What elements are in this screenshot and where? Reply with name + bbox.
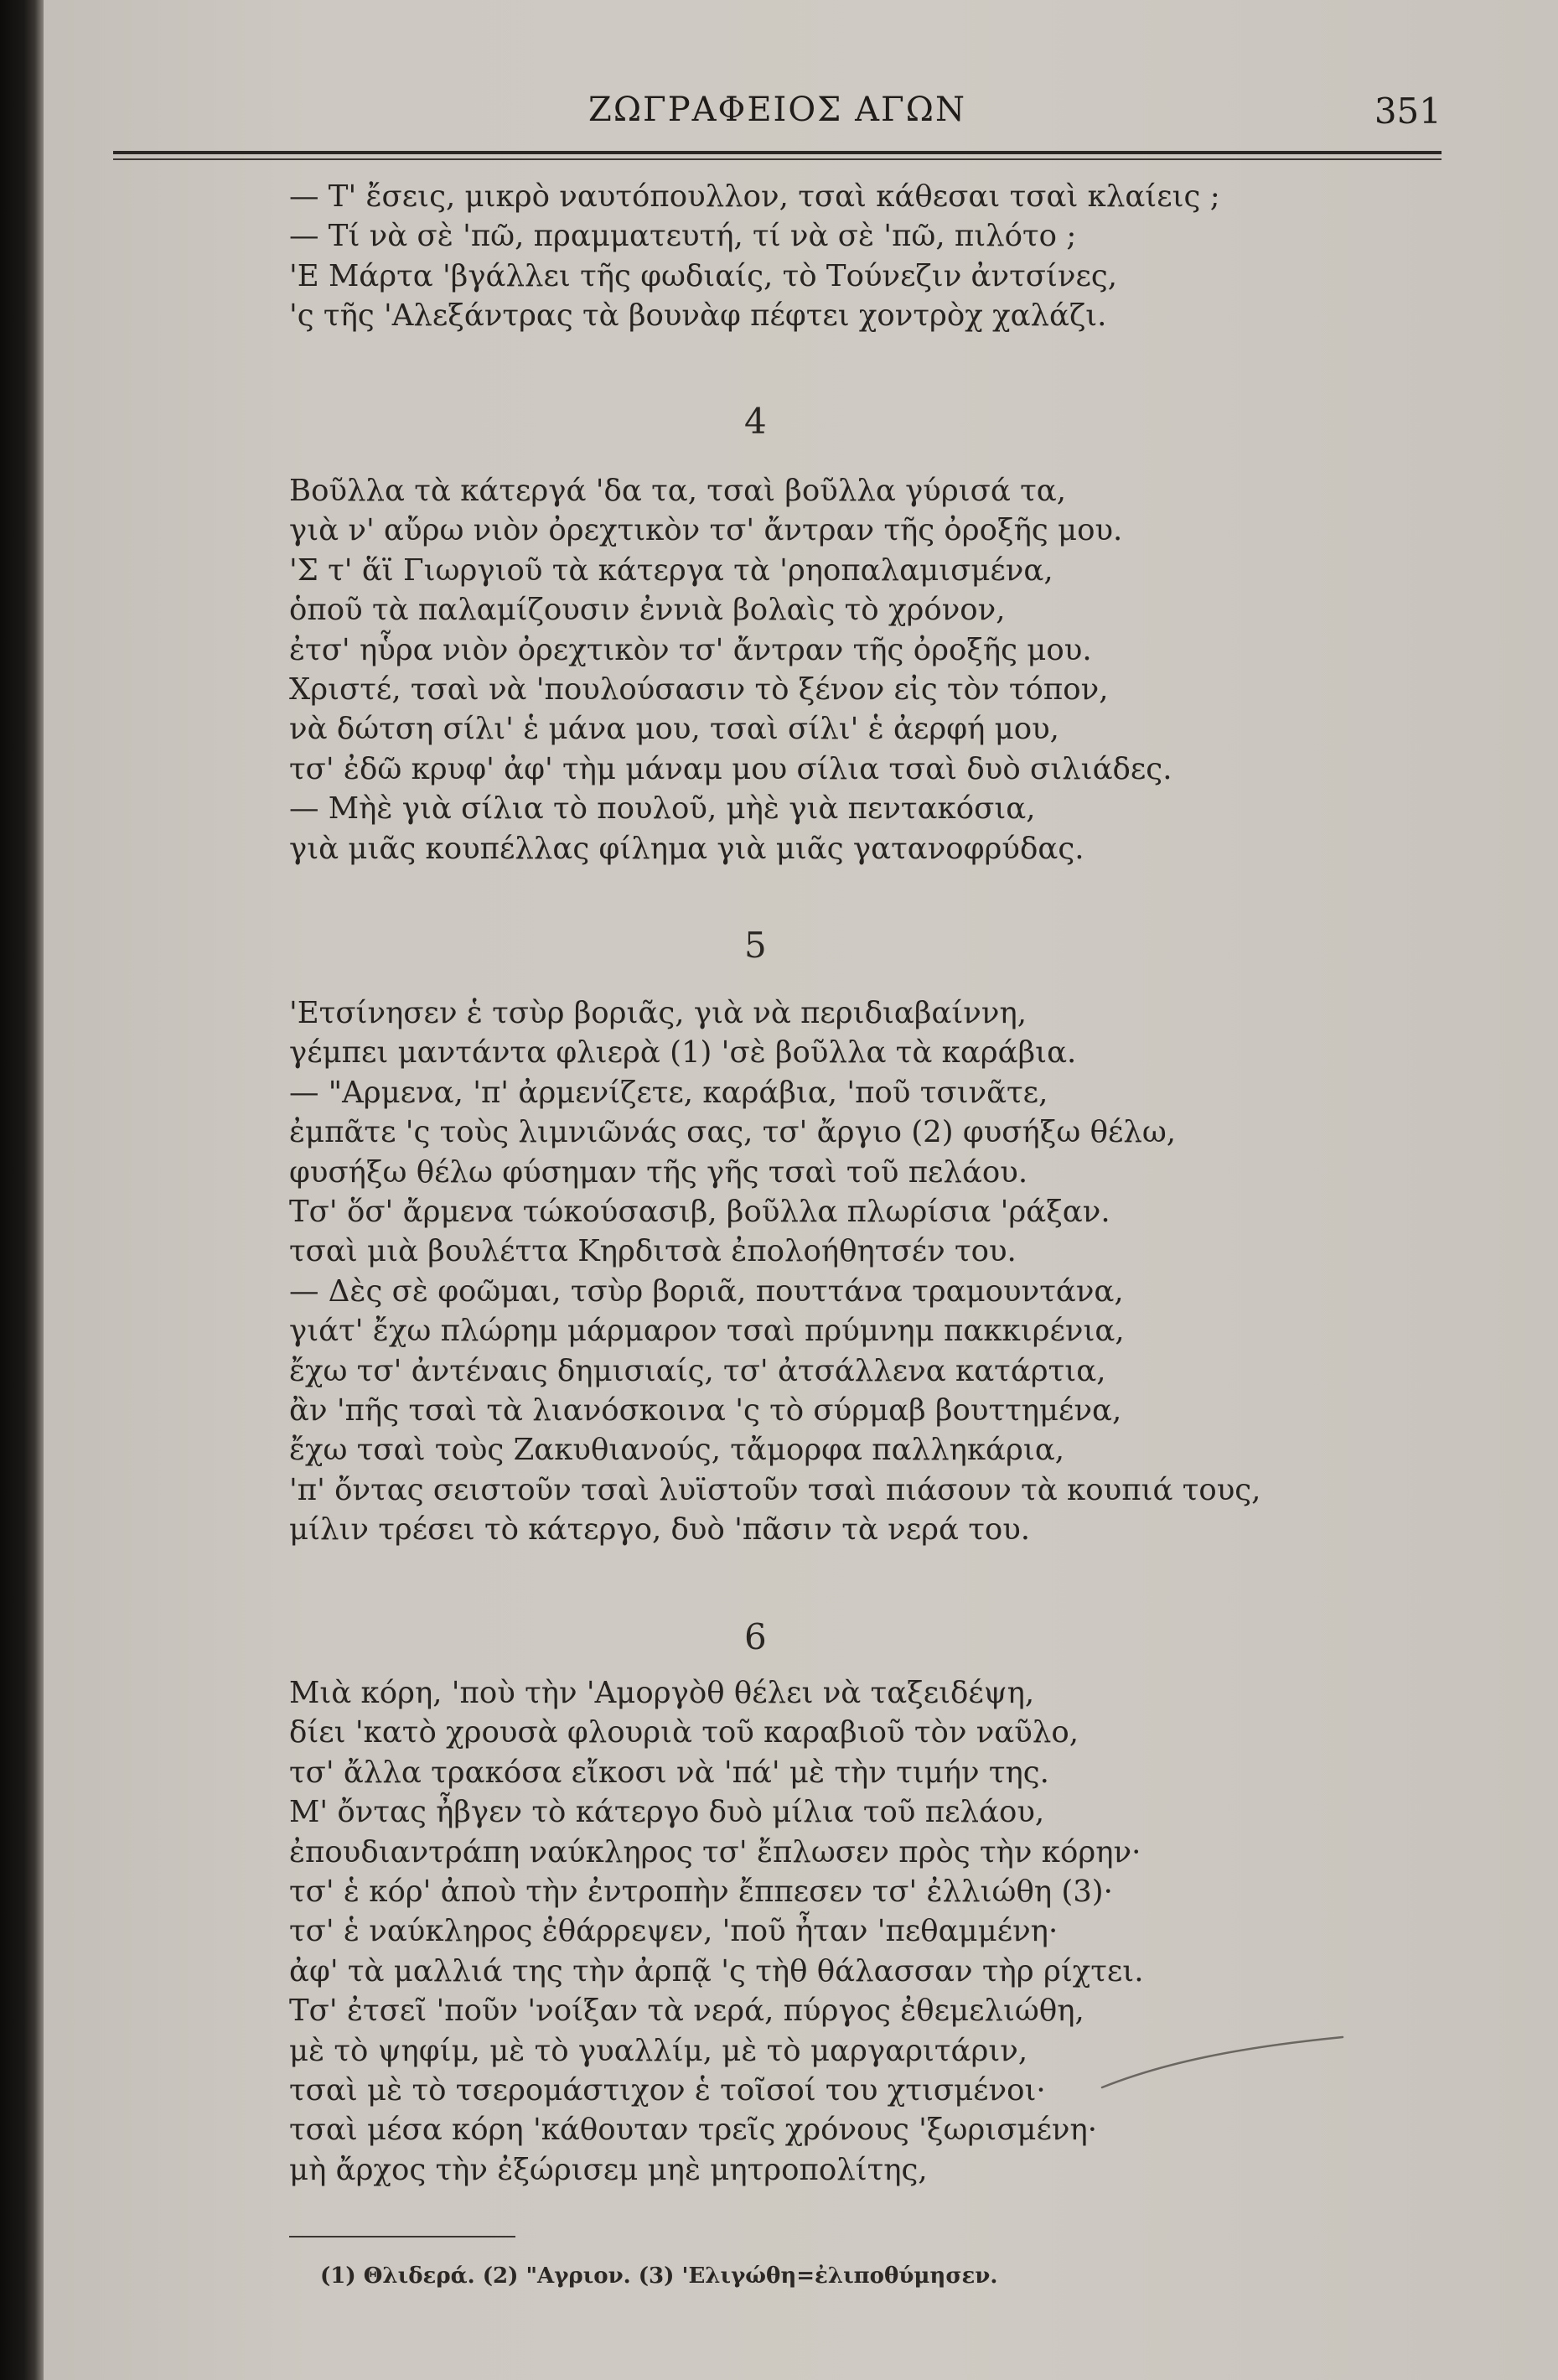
- verse-line: 'Σ τ' ἅϊ Γιωργιοῦ τὰ κάτεργα τὰ 'ρηοπαλαμισμένα,: [289, 552, 1053, 588]
- verse-line: Βοῦλλα τὰ κάτεργά 'δα τα, τσαὶ βοῦλλα γύρισά τα,: [289, 474, 1067, 508]
- verse-line: ἀφ' τὰ μαλλιά της τὴν ἀρπᾷ 'ς τὴθ θάλασσαν τὴρ ρίχτει.: [289, 1953, 1144, 1989]
- stanza-section-4: [289, 471, 1172, 869]
- verse-line: 'Ε Μάρτα 'βγάλλει τῆς φωδιαίς, τὸ Τούνεζιν ἀντσίνες,: [289, 258, 1118, 293]
- verse-line: ἂν 'πῆς τσαὶ τὰ λιανόσκοινα 'ς τὸ σύρμαβ βουττημένα,: [289, 1392, 1122, 1428]
- section-numeral-6: 6: [744, 1616, 767, 1657]
- verse-line: τσαὶ μιὰ βουλέττα Κηρδιτσὰ ἐπολοήθητσέν του.: [289, 1234, 1017, 1269]
- verse-line: νὰ δώτση σίλι' ἑ μάνα μου, τσαὶ σίλι' ἑ ἀερφή μου,: [289, 712, 1059, 747]
- verse-line: 'Ετσίνησεν ἑ τσὺρ βοριᾶς, γιὰ νὰ περιδιαβαίννη,: [289, 996, 1027, 1030]
- verse-line: μίλιν τρέσει τὸ κάτεργο, δυὸ 'πᾶσιν τὰ νερά του.: [289, 1512, 1031, 1548]
- verse-line: — Τί νὰ σὲ 'πῶ, πραμματευτή, τί νὰ σὲ 'πῶ, πιλότο ;: [289, 219, 1077, 254]
- verse-line: τσ' ἑ κόρ' ἀποὺ τὴν ἐντροπὴν ἔππεσεν τσ' ἐλλιώθη (3)·: [289, 1874, 1113, 1909]
- verse-line: τσ' ἐδῶ κρυφ' ἀφ' τὴμ μάναμ μου σίλια τσαὶ δυὸ σιλιάδες.: [289, 751, 1172, 786]
- verse-line: ἐμπᾶτε 'ς τοὺς λιμνιῶνάς σας, τσ' ἄργιο (2) φυσήξω θέλω,: [289, 1115, 1177, 1150]
- verse-line: μὲ τὸ ψηφίμ, μὲ τὸ γυαλλίμ, μὲ τὸ μαργαριτάριν,: [289, 2033, 1028, 2068]
- footnote: (1) Θλιδερά. (2) "Αγριον. (3) 'Ελιγώθη=ἐλιποθύμησεν.: [320, 2263, 998, 2289]
- verse-line: — Τ' ἔσεις, μικρὸ ναυτόπουλλον, τσαὶ κάθεσαι τσαὶ κλαίεις ;: [289, 179, 1220, 214]
- verse-line: γέμπει μαντάντα φλιερὰ (1) 'σὲ βοῦλλα τὰ καράβια.: [289, 1035, 1077, 1071]
- verse-line: Χριστέ, τσαὶ νὰ 'πουλούσασιν τὸ ξένον εἰς τὸν τόπον,: [289, 671, 1109, 707]
- verse-line: τσ' ἑ ναύκληρος ἐθάρρεψεν, 'ποῦ ἦταν 'πεθαμμένη·: [289, 1914, 1059, 1949]
- verse-line: Τσ' ὅσ' ἄρμενα τώκούσασιβ, βοῦλλα πλωρίσια 'ράξαν.: [289, 1194, 1110, 1229]
- verse-line: ἔχω τσαὶ τοὺς Ζακυθιανούς, τἄμορφα παλληκάρια,: [289, 1433, 1065, 1468]
- verse-line: γιάτ' ἔχω πλώρημ μάρμαρον τσαὶ πρύμνημ πακκιρένια,: [289, 1314, 1125, 1349]
- verse-line: 'π' ὄντας σειστοῦν τσαὶ λυϊστοῦν τσαὶ πιάσουν τὰ κουπιά τους,: [289, 1472, 1261, 1507]
- section-numeral-5: 5: [744, 925, 767, 966]
- book-binding-shadow: [0, 0, 44, 2380]
- verse-line: Μ' ὄντας ἦβγεν τὸ κάτεργο δυὸ μίλια τοῦ πελάου,: [289, 1795, 1045, 1830]
- verse-line: ὁποῦ τὰ παλαμίζουσιν ἐννιὰ βολαὶς τὸ χρόνον,: [289, 593, 1006, 628]
- page-header: [113, 84, 1442, 143]
- running-title: ΖΩΓΡΑΦΕΙΟΣ ΑΓΩΝ: [588, 91, 966, 129]
- stanza-section-5: [289, 993, 1260, 1549]
- pencil-stroke-mark: [1098, 2029, 1349, 2096]
- verse-line: ἐτσ' ηὗρα νιὸν ὀρεχτικὸν τσ' ἄντραν τῆς ὀροξῆς μου.: [289, 632, 1092, 667]
- verse-line: γιὰ μιᾶς κουπέλλας φίλημα γιὰ μιᾶς γατανοφρύδας.: [289, 831, 1084, 866]
- verse-line: — Μὴὲ γιὰ σίλια τὸ πουλοῦ, μὴὲ γιὰ πεντακόσια,: [289, 791, 1036, 827]
- stanza-section-6: [289, 1673, 1143, 2190]
- verse-line: — Δὲς σὲ φοῶμαι, τσὺρ βοριᾶ, πουττάνα τραμουντάνα,: [289, 1273, 1124, 1309]
- verse-line: γιὰ ν' αὔρω νιὸν ὀρεχτικὸν τσ' ἄντραν τῆς ὀροξῆς μου.: [289, 513, 1123, 548]
- verse-line: δίει 'κατὸ χρουσὰ φλουριὰ τοῦ καραβιοῦ τὸν ναῦλο,: [289, 1715, 1079, 1750]
- verse-line: τσ' ἄλλα τρακόσα εἴκοσι νὰ 'πά' μὲ τὴν τιμήν της.: [289, 1755, 1049, 1790]
- verse-line: ἔχω τσ' ἀντέναις δημισιαίς, τσ' ἀτσάλλενα κατάρτια,: [289, 1353, 1106, 1388]
- verse-line: ἐπουδιαντράπη ναύκληρος τσ' ἔπλωσεν πρὸς τὴν κόρην·: [289, 1834, 1141, 1869]
- verse-line: — "Αρμενα, 'π' ἀρμενίζετε, καράβια, 'ποῦ τσινᾶτε,: [289, 1075, 1048, 1110]
- verse-line: μὴ ἄρχος τὴν ἐξώρισεμ μηὲ μητροπολίτης,: [289, 2152, 928, 2187]
- verse-line: Μιὰ κόρη, 'ποὺ τὴν 'Αμοργὸθ θέλει νὰ ταξειδέψη,: [289, 1676, 1035, 1710]
- section-numeral-4: 4: [744, 401, 767, 442]
- page-number: 351: [1374, 91, 1442, 132]
- header-rule-thick: [113, 151, 1442, 154]
- verse-line: φυσήξω θέλω φύσημαν τῆς γῆς τσαὶ τοῦ πελάου.: [289, 1154, 1028, 1190]
- verse-line: τσαὶ μὲ τὸ τσερομάστιχον ἑ τοῖσοί του χτισμένοι·: [289, 2072, 1046, 2108]
- stanza-continued: [289, 177, 1220, 336]
- verse-line: 'ς τῆς 'Αλεξάντρας τὰ βουνὰφ πέφτει χοντρὸχ χαλάζι.: [289, 298, 1107, 334]
- verse-line: Τσ' ἐτσεῖ 'ποῦν 'νοίξαν τὰ νερά, πύργος ἐθεμελιώθη,: [289, 1994, 1084, 2029]
- footnote-rule: [289, 2236, 515, 2237]
- header-rule-thin: [113, 158, 1442, 160]
- verse-line: τσαὶ μέσα κόρη 'κάθουταν τρεῖς χρόνους 'ξωρισμένη·: [289, 2113, 1098, 2148]
